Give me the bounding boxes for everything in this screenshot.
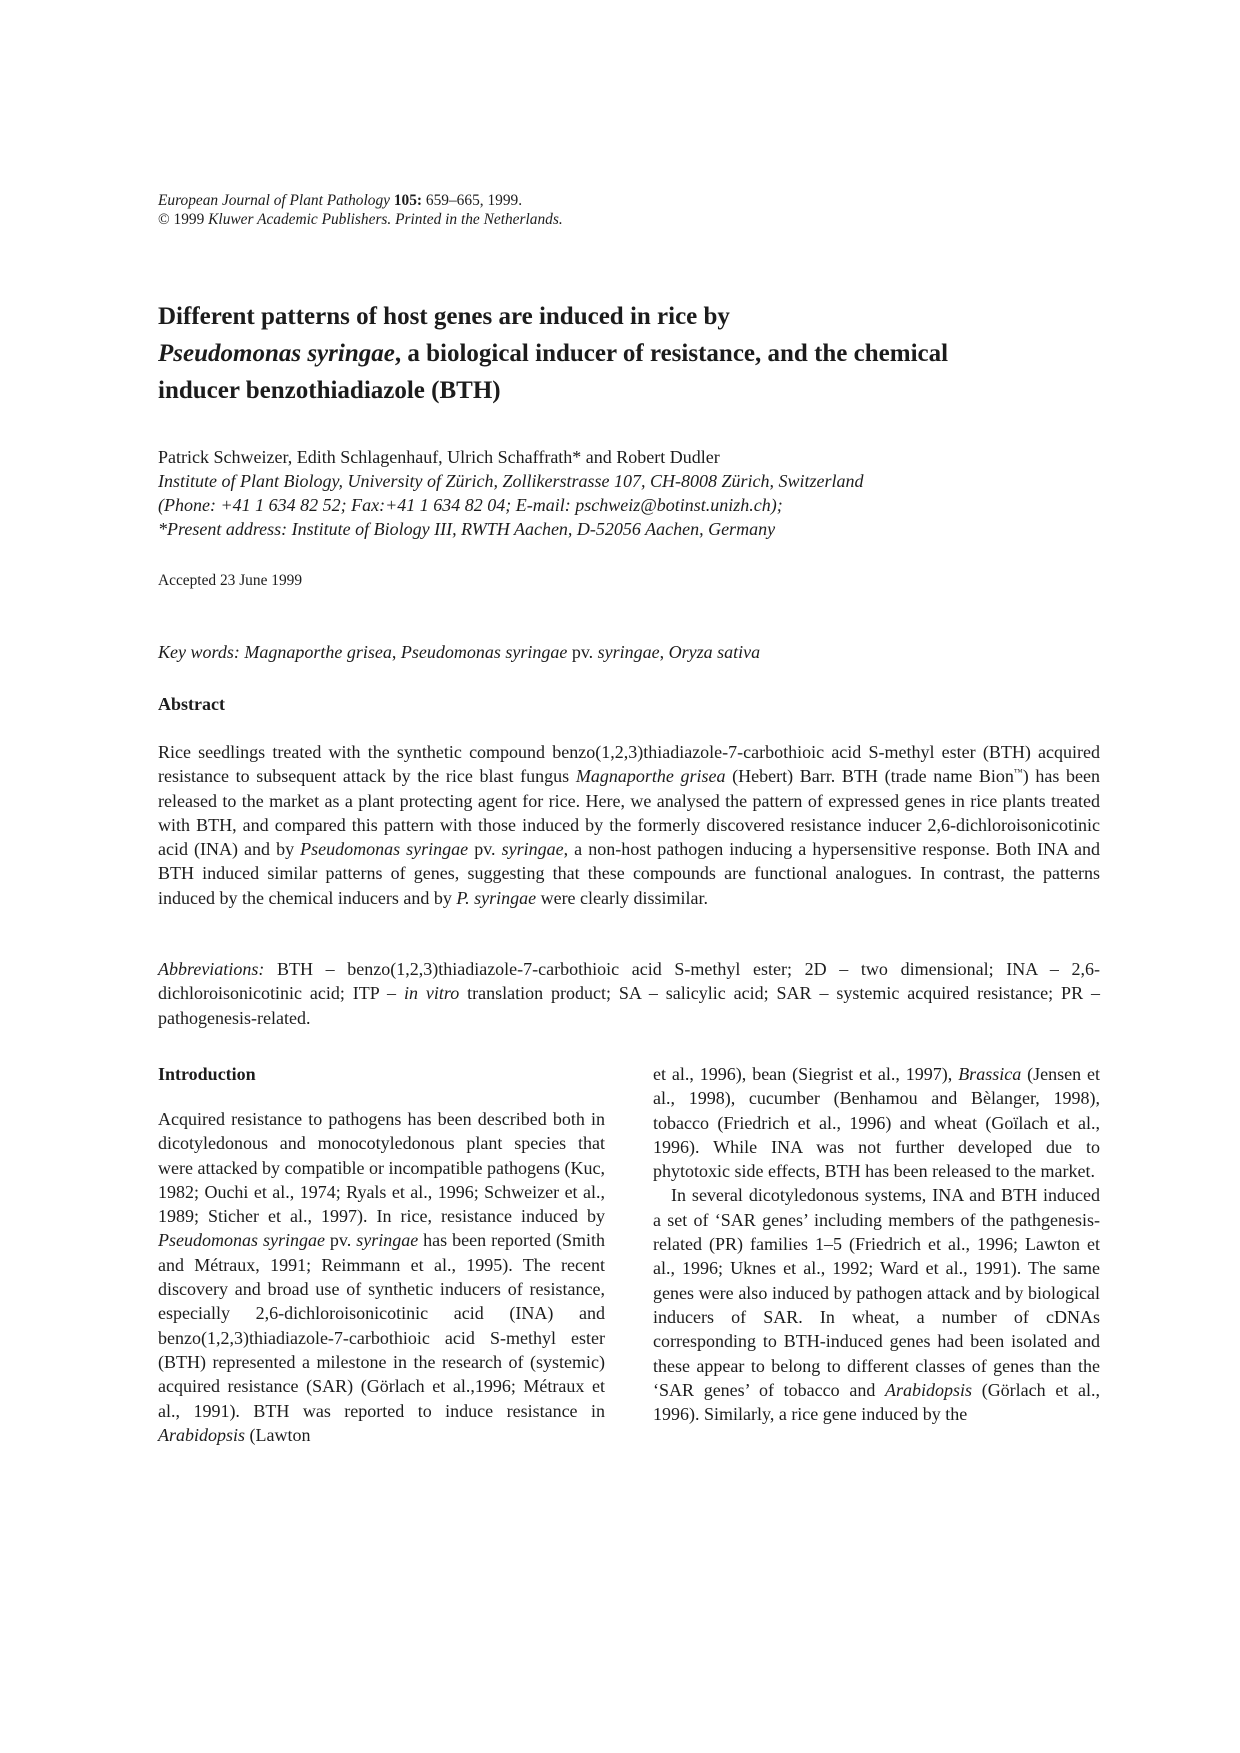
text-run: Pseudomonas syringae: [400, 642, 568, 662]
text-run: BTH – benzo(1,2,3)thiadiazole-7-carbothioic acid S-methyl ester; 2D – two dimensional; INA – 2,6-dichloroisonicotinic acid; ITP –: [158, 959, 1100, 1004]
accepted-date: Accepted 23 June 1999: [158, 572, 303, 589]
text-run: © 1999: [158, 211, 209, 228]
title-species: Pseudomonas syringae: [158, 340, 395, 367]
text-run: ™: [1013, 767, 1023, 778]
journal-copyright-line: [158, 210, 563, 229]
introduction-heading: Introduction: [158, 1064, 256, 1084]
journal-citation: [158, 191, 563, 229]
text-run: (Görlach et al., 1996). Similarly, a rice gene induced by the: [653, 1379, 1100, 1425]
title-line-3: inducer benzothiadiazole (BTH): [158, 377, 501, 404]
text-run: European Journal of Plant Pathology: [158, 192, 394, 209]
text-run: In several dicotyledonous systems, INA and BTH induced a set of ‘SAR genes’ including members of the pathgenesis-related (PR) families 1–5 (Friedrich et al., 1996; Lawton et al., 1996; Uknes et al., 1992; Ward et al., 1991). The same genes were also induced by pathogen attack and by biological inducers of SAR. In wheat, a number of cDNAs corresponding to BTH-induced genes had been isolated and these appear to belong to different classes of genes than the ‘SAR genes’ of tobacco and: [653, 1185, 1100, 1400]
text-run: ,: [391, 642, 401, 662]
author-affiliation: Institute of Plant Biology, University of Zürich, Zollikerstrasse 107, CH-8008 Zürich, Switzerland: [158, 471, 864, 491]
title-line-2: [158, 335, 1088, 372]
title-line-2-rest: , a biological inducer of resistance, and the chemical: [394, 340, 949, 367]
text-run: Acquired resistance to pathogens has been described both in dicotyledonous and monocotyledonous plant species that were attacked by compatible or incompatible pathogens (Kuc, 1982; Ouchi et al., 1974; Ryals et al., 1996; Schweizer et al., 1989; Sticher et al., 1997). In rice, resistance induced by: [158, 1109, 605, 1227]
text-run: Abbreviations:: [158, 959, 265, 979]
text-run: Arabidopsis: [885, 1379, 973, 1400]
intro-paragraph-1-continued: [653, 1062, 1100, 1183]
text-run: Kluwer Academic Publishers. Printed in the Netherlands.: [208, 211, 563, 228]
keywords: [158, 640, 1088, 664]
text-run: ) has been released to the market as a plant protecting agent for rice. Here, we analysed the pattern of expressed genes in rice plants treated with BTH, and compared this pattern with those induced by the formerly discovered resistance inducer 2,6-dichloroisonicotinic acid (INA) and by: [158, 766, 1100, 860]
text-run: ,: [659, 642, 669, 662]
text-run: pv.: [324, 1230, 357, 1251]
abstract-text: [158, 740, 1100, 910]
text-run: P. syringae: [456, 887, 537, 908]
text-run: syringae: [501, 839, 564, 860]
text-run: Pseudomonas syringae: [300, 839, 469, 860]
text-run: Key words: Magnaporthe grisea: [158, 642, 392, 662]
author-block: [158, 445, 1108, 541]
text-run: Magnaporthe grisea: [575, 766, 726, 787]
text-run: pv.: [468, 839, 502, 860]
abstract-heading: Abstract: [158, 694, 225, 714]
text-run: Pseudomonas syringae: [158, 1230, 325, 1251]
text-run: were clearly dissimilar.: [536, 887, 709, 908]
text-run: syringae: [597, 642, 660, 662]
text-run: 659–665, 1999.: [422, 192, 523, 209]
author-present-address: *Present address: Institute of Biology III, RWTH Aachen, D-52056 Aachen, Germany: [158, 519, 776, 539]
abbreviations: [158, 957, 1100, 1030]
text-run: Rice seedlings treated with the synthetic compound benzo(1,2,3)thiadiazole-7-carbothioic acid S-methyl ester (BTH) acquired resistance to subsequent attack by the rice blast fungus: [158, 742, 1100, 787]
column-right: [653, 1062, 1100, 1426]
intro-paragraph-1: [158, 1107, 605, 1447]
title-line-1: Different patterns of host genes are induced in rice by: [158, 303, 730, 330]
text-run: (Jensen et al., 1998), cucumber (Benhamou and Bèlanger, 1998), tobacco (Friedrich et al., 1996) and wheat (Goïlach et al., 1996). While INA was not further developed due to phytotoxic side effects, BTH has been released to the market.: [653, 1064, 1100, 1182]
text-run: has been reported (Smith and Métraux, 1991; Reimmann et al., 1995). The recent discovery and broad use of synthetic inducers of resistance, especially 2,6-dichloroisonicotinic acid (INA) and benzo(1,2,3)thiadiazole-7-carbothioic acid S-methyl ester (BTH) represented a milestone in the research of (systemic) acquired resistance (SAR) (Görlach et al.,1996; Métraux et al., 1991). BTH was reported to induce resistance in: [158, 1230, 606, 1421]
text-run: , a non-host pathogen inducing a hypersensitive response. Both INA and BTH induced similar patterns of genes, suggesting that these compounds are functional analogues. In contrast, the patterns induced by the chemical inducers and by: [158, 839, 1100, 908]
text-run: 105:: [393, 192, 423, 209]
text-run: Brassica: [958, 1064, 1022, 1084]
author-names: Patrick Schweizer, Edith Schlagenhauf, Ulrich Schaffrath* and Robert Dudler: [158, 447, 720, 467]
author-contact: (Phone: +41 1 634 82 52; Fax:+41 1 634 82 04; E-mail: pschweiz@botinst.unizh.ch);: [158, 495, 783, 515]
column-left: [158, 1062, 605, 1447]
text-run: in vitro: [403, 983, 460, 1004]
intro-paragraph-2: [653, 1183, 1100, 1426]
text-run: (Lawton: [245, 1424, 311, 1445]
article-title: [158, 298, 1088, 409]
text-run: syringae: [356, 1230, 419, 1251]
text-run: (Hebert) Barr. BTH (trade name Bion: [725, 766, 1014, 787]
text-run: translation product; SA – salicylic acid; SAR – systemic acquired resistance; PR – pathogenesis-related.: [158, 983, 1100, 1028]
text-run: Oryza sativa: [668, 642, 761, 662]
text-run: pv.: [567, 642, 598, 662]
text-run: Arabidopsis: [158, 1424, 246, 1445]
journal-citation-line: [158, 191, 563, 210]
text-run: et al., 1996), bean (Siegrist et al., 1997),: [653, 1064, 959, 1084]
